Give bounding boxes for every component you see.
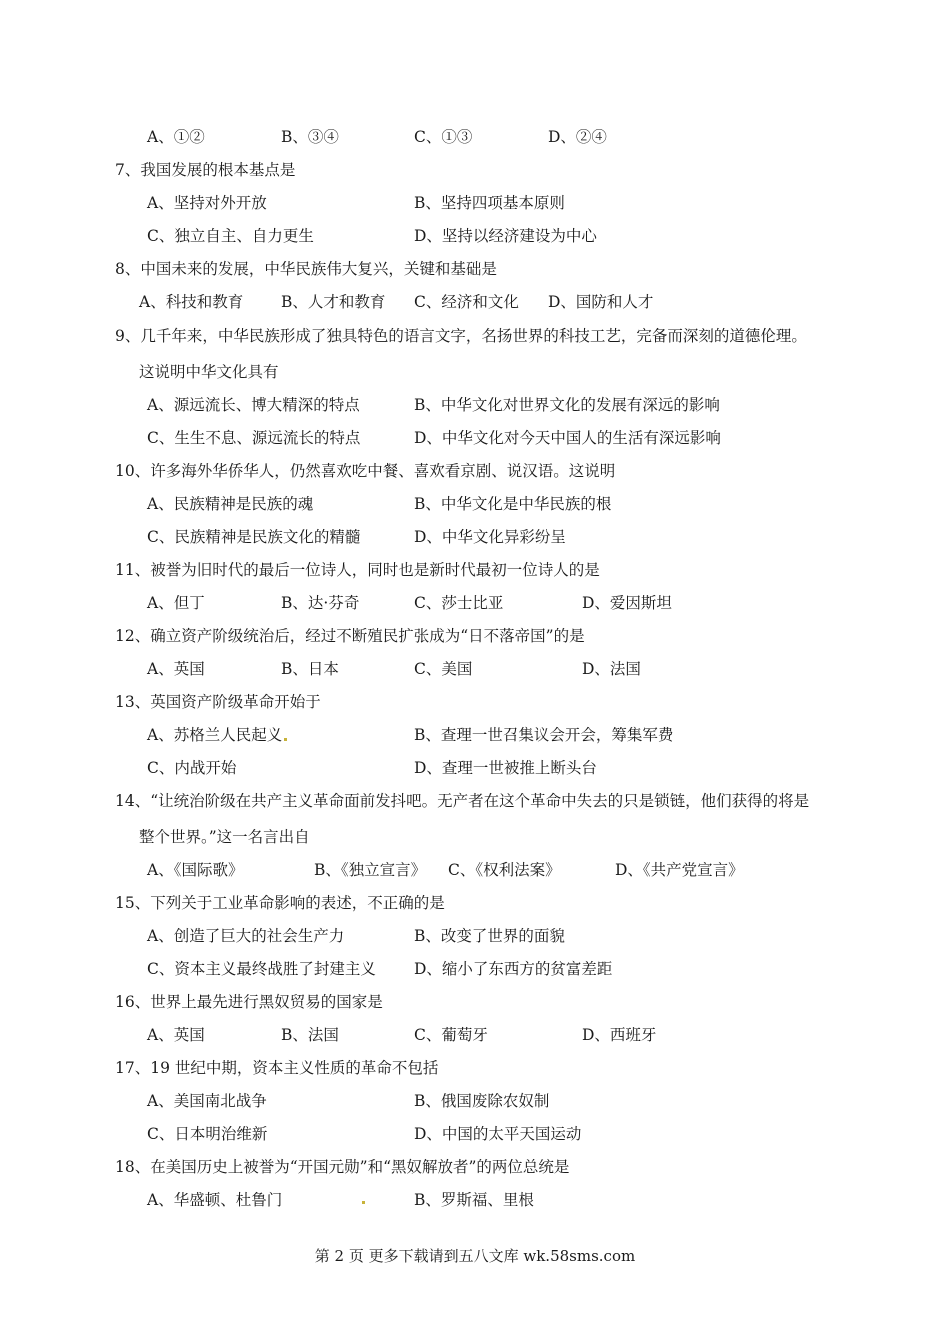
option-c: C、经济和文化 xyxy=(414,293,519,311)
option-c: C、资本主义最终战胜了封建主义 xyxy=(147,960,376,978)
option-d: D、《共产党宣言》 xyxy=(615,861,744,879)
ink-speck xyxy=(284,738,287,741)
option-d: D、中华文化异彩纷呈 xyxy=(414,528,566,546)
option-a: A、华盛顿、杜鲁门 xyxy=(147,1191,283,1209)
option-a: A、①② xyxy=(147,128,205,146)
option-d: D、爱因斯坦 xyxy=(582,594,672,612)
question-stem: 15、下列关于工业革命影响的表述，不正确的是 xyxy=(115,894,445,912)
option-d: D、国防和人才 xyxy=(548,293,654,311)
option-a: A、科技和教育 xyxy=(139,293,244,311)
option-b: B、罗斯福、里根 xyxy=(414,1191,534,1209)
option-a: A、民族精神是民族的魂 xyxy=(147,495,314,513)
option-a: A、源远流长、博大精深的特点 xyxy=(147,396,360,414)
option-d: D、西班牙 xyxy=(582,1026,657,1044)
option-b: B、查理一世召集议会开会，筹集军费 xyxy=(414,726,674,744)
option-b: B、中华文化是中华民族的根 xyxy=(414,495,612,513)
question-stem: 7、我国发展的根本基点是 xyxy=(115,161,296,179)
option-c: C、独立自主、自力更生 xyxy=(147,227,314,245)
option-a: A、《国际歌》 xyxy=(147,861,244,879)
option-d: D、中国的太平天国运动 xyxy=(414,1125,582,1143)
question-stem: 18、在美国历史上被誉为“开国元勋”和“黑奴解放者”的两位总统是 xyxy=(115,1158,570,1176)
question-stem: 17、19 世纪中期，资本主义性质的革命不包括 xyxy=(115,1059,439,1077)
question-stem: 9、几千年来，中华民族形成了独具特色的语言文字，名扬世界的科技工艺，完备而深刻的道德伦理。 xyxy=(115,327,807,345)
option-a: A、但丁 xyxy=(147,594,205,612)
ink-speck xyxy=(362,1201,365,1204)
option-c: C、民族精神是民族文化的精髓 xyxy=(147,528,361,546)
option-c: C、美国 xyxy=(414,660,473,678)
option-d: D、查理一世被推上断头台 xyxy=(414,759,597,777)
option-b: B、日本 xyxy=(281,660,339,678)
option-a: A、苏格兰人民起义 xyxy=(147,726,283,744)
option-b: B、法国 xyxy=(281,1026,339,1044)
option-b: B、坚持四项基本原则 xyxy=(414,194,565,212)
option-b: B、改变了世界的面貌 xyxy=(414,927,565,945)
option-b: B、《独立宣言》 xyxy=(314,861,427,879)
question-stem: 14、“让统治阶级在共产主义革命面前发抖吧。无产者在这个革命中失去的只是锁链，他们获得的将是 xyxy=(115,792,810,810)
option-d: D、中华文化对今天中国人的生活有深远影响 xyxy=(414,429,721,447)
question-stem: 8、中国未来的发展，中华民族伟大复兴，关键和基础是 xyxy=(115,260,497,278)
option-c: C、内战开始 xyxy=(147,759,237,777)
option-c: C、《权利法案》 xyxy=(448,861,561,879)
question-stem: 11、被誉为旧时代的最后一位诗人，同时也是新时代最初一位诗人的是 xyxy=(115,561,600,579)
option-c: C、莎士比亚 xyxy=(414,594,504,612)
option-a: A、创造了巨大的社会生产力 xyxy=(147,927,345,945)
option-a: A、美国南北战争 xyxy=(147,1092,267,1110)
option-b: B、人才和教育 xyxy=(281,293,386,311)
option-c: C、葡萄牙 xyxy=(414,1026,488,1044)
option-d: D、坚持以经济建设为中心 xyxy=(414,227,597,245)
question-stem: 16、世界上最先进行黑奴贸易的国家是 xyxy=(115,993,383,1011)
option-a: A、英国 xyxy=(147,1026,205,1044)
option-c: C、日本明治维新 xyxy=(147,1125,268,1143)
option-b: B、俄国废除农奴制 xyxy=(414,1092,550,1110)
option-c: C、生生不息、源远流长的特点 xyxy=(147,429,361,447)
question-stem: 10、许多海外华侨华人，仍然喜欢吃中餐、喜欢看京剧、说汉语。这说明 xyxy=(115,462,616,480)
question-stem-continued: 整个世界。”这一名言出自 xyxy=(139,828,310,846)
question-stem: 13、英国资产阶级革命开始于 xyxy=(115,693,321,711)
option-a: A、坚持对外开放 xyxy=(147,194,267,212)
option-c: C、①③ xyxy=(414,128,473,146)
option-b: B、③④ xyxy=(281,128,339,146)
page-footer: 第 2 页 更多下载请到五八文库 wk.58sms.com xyxy=(314,1247,636,1265)
option-d: D、法国 xyxy=(582,660,641,678)
option-b: B、中华文化对世界文化的发展有深远的影响 xyxy=(414,396,720,414)
option-d: D、②④ xyxy=(548,128,607,146)
question-stem-continued: 这说明中华文化具有 xyxy=(139,363,279,381)
option-a: A、英国 xyxy=(147,660,205,678)
option-d: D、缩小了东西方的贫富差距 xyxy=(414,960,613,978)
question-stem: 12、确立资产阶级统治后，经过不断殖民扩张成为“日不落帝国”的是 xyxy=(115,627,585,645)
option-b: B、达·芬奇 xyxy=(281,594,360,612)
